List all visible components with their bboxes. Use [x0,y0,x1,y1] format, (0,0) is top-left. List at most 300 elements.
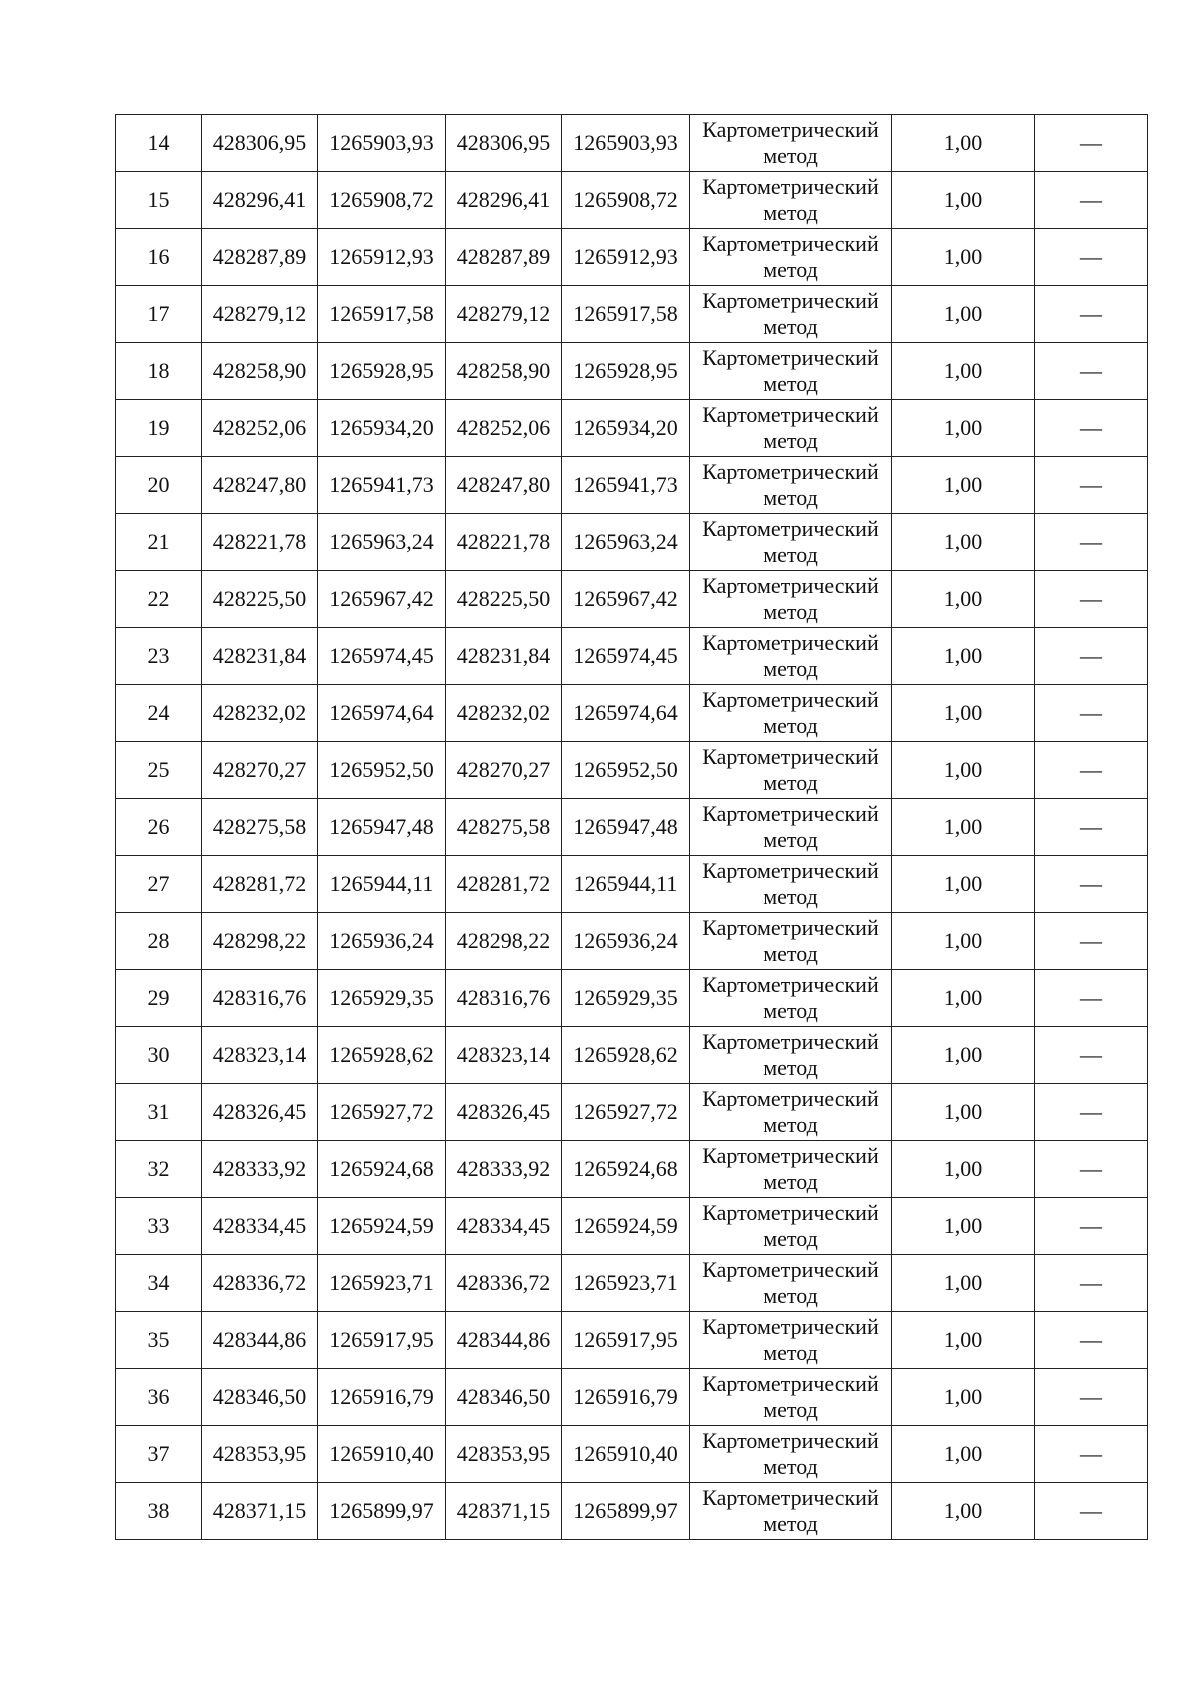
note-cell [1035,1312,1148,1369]
accuracy-value: 1,00 [943,1099,983,1124]
point-number-cell [116,1084,202,1141]
x-new: 428333,92 [456,1156,551,1181]
method-cell [690,799,892,856]
accuracy-value: 1,00 [943,187,983,212]
x-new: 428326,45 [456,1099,551,1124]
x-existing: 428306,95 [212,130,307,155]
point-number-cell [116,1312,202,1369]
x-existing: 428247,80 [212,472,307,497]
x-new-cell [446,1483,562,1540]
y-existing: 1265974,45 [329,643,434,668]
note-cell [1035,343,1148,400]
accuracy-cell [892,856,1035,913]
method-line-1: Картометрический [702,858,879,883]
y-existing: 1265924,68 [329,1156,434,1181]
method-line-1: Картометрический [702,117,879,142]
y-existing-cell [318,514,446,571]
y-existing: 1265916,79 [329,1384,434,1409]
note-cell [1035,1369,1148,1426]
note-dash: — [1080,358,1102,383]
method-line-1: Картометрический [702,915,879,940]
accuracy-value: 1,00 [943,1327,983,1352]
y-new: 1265963,24 [573,529,678,554]
point-number-cell [116,457,202,514]
y-new-cell [562,1426,690,1483]
point-number-cell [116,628,202,685]
method-cell [690,913,892,970]
x-existing: 428221,78 [212,529,307,554]
accuracy-value: 1,00 [943,1441,983,1466]
y-existing-cell [318,685,446,742]
method-cell [690,343,892,400]
x-new-cell [446,457,562,514]
x-new-cell [446,571,562,628]
accuracy-value: 1,00 [943,472,983,497]
note-dash: — [1080,1270,1102,1295]
point-number: 17 [147,301,170,326]
y-existing-cell [318,343,446,400]
method-line-1: Картометрический [702,801,879,826]
method-line-1: Картометрический [702,687,879,712]
y-existing-cell [318,856,446,913]
accuracy-cell [892,115,1035,172]
point-number-cell [116,970,202,1027]
method-cell [690,685,892,742]
method-cell [690,1198,892,1255]
point-number-cell [116,1369,202,1426]
table-row [116,457,1148,514]
accuracy-value: 1,00 [943,871,983,896]
x-new-cell [446,742,562,799]
note-dash: — [1080,187,1102,212]
y-new: 1265916,79 [573,1384,678,1409]
method-line-2: метод [763,1283,818,1308]
x-existing: 428296,41 [212,187,307,212]
point-number-cell [116,115,202,172]
table-body [116,115,1148,1540]
point-number: 36 [147,1384,170,1409]
y-new-cell [562,628,690,685]
y-new-cell [562,1312,690,1369]
method-line-2: метод [763,656,818,681]
point-number: 22 [147,586,170,611]
y-new: 1265928,95 [573,358,678,383]
method-line-1: Картометрический [702,630,879,655]
x-new-cell [446,1198,562,1255]
y-existing-cell [318,1483,446,1540]
x-new: 428231,84 [456,643,551,668]
accuracy-cell [892,400,1035,457]
table-row [116,1369,1148,1426]
accuracy-cell [892,571,1035,628]
note-dash: — [1080,985,1102,1010]
x-existing: 428334,45 [212,1213,307,1238]
y-new-cell [562,571,690,628]
note-cell [1035,913,1148,970]
x-new: 428323,14 [456,1042,551,1067]
accuracy-cell [892,913,1035,970]
point-number-cell [116,1027,202,1084]
point-number-cell [116,286,202,343]
y-existing-cell [318,970,446,1027]
y-new: 1265934,20 [573,415,678,440]
accuracy-value: 1,00 [943,529,983,554]
note-dash: — [1080,586,1102,611]
method-line-2: метод [763,884,818,909]
x-existing-cell [202,1312,318,1369]
x-existing: 428252,06 [212,415,307,440]
y-new: 1265936,24 [573,928,678,953]
point-number-cell [116,343,202,400]
y-new: 1265908,72 [573,187,678,212]
y-new: 1265967,42 [573,586,678,611]
note-cell [1035,1027,1148,1084]
x-new-cell [446,1084,562,1141]
x-existing-cell [202,1483,318,1540]
note-cell [1035,1198,1148,1255]
point-number-cell [116,856,202,913]
x-existing: 428225,50 [212,586,307,611]
accuracy-cell [892,172,1035,229]
y-existing-cell [318,742,446,799]
accuracy-value: 1,00 [943,301,983,326]
note-cell [1035,1483,1148,1540]
y-existing-cell [318,1369,446,1426]
x-existing-cell [202,1426,318,1483]
method-line-2: метод [763,1226,818,1251]
table-row [116,1198,1148,1255]
table-row [116,799,1148,856]
x-new-cell [446,1255,562,1312]
note-dash: — [1080,871,1102,896]
y-new-cell [562,1027,690,1084]
note-cell [1035,115,1148,172]
x-existing: 428346,50 [212,1384,307,1409]
accuracy-cell [892,628,1035,685]
method-line-1: Картометрический [702,231,879,256]
table-row [116,1483,1148,1540]
x-new: 428371,15 [456,1498,551,1523]
point-number: 24 [147,700,170,725]
table-row [116,343,1148,400]
note-dash: — [1080,643,1102,668]
point-number: 37 [147,1441,170,1466]
accuracy-cell [892,970,1035,1027]
x-existing-cell [202,970,318,1027]
point-number: 20 [147,472,170,497]
method-line-2: метод [763,1340,818,1365]
y-new: 1265952,50 [573,757,678,782]
x-existing: 428323,14 [212,1042,307,1067]
method-line-2: метод [763,1169,818,1194]
y-existing-cell [318,1027,446,1084]
method-cell [690,1255,892,1312]
x-existing: 428333,92 [212,1156,307,1181]
y-existing: 1265936,24 [329,928,434,953]
x-new-cell [446,514,562,571]
x-new: 428221,78 [456,529,551,554]
coordinates-table [115,114,1148,1540]
x-existing: 428270,27 [212,757,307,782]
point-number: 29 [147,985,170,1010]
note-dash: — [1080,700,1102,725]
method-cell [690,1312,892,1369]
point-number: 19 [147,415,170,440]
x-existing-cell [202,400,318,457]
accuracy-value: 1,00 [943,985,983,1010]
method-line-2: метод [763,1397,818,1422]
table-row [116,1084,1148,1141]
x-new: 428275,58 [456,814,551,839]
point-number: 23 [147,643,170,668]
method-line-2: метод [763,998,818,1023]
point-number: 31 [147,1099,170,1124]
point-number: 18 [147,358,170,383]
y-existing-cell [318,1312,446,1369]
y-existing: 1265928,95 [329,358,434,383]
y-existing: 1265944,11 [329,871,434,896]
x-existing-cell [202,514,318,571]
method-line-2: метод [763,314,818,339]
accuracy-cell [892,1198,1035,1255]
y-new-cell [562,286,690,343]
point-number-cell [116,742,202,799]
point-number: 21 [147,529,170,554]
method-line-1: Картометрический [702,1314,879,1339]
note-dash: — [1080,1327,1102,1352]
accuracy-value: 1,00 [943,928,983,953]
method-cell [690,970,892,1027]
method-line-2: метод [763,941,818,966]
y-new-cell [562,685,690,742]
method-line-2: метод [763,143,818,168]
method-cell [690,514,892,571]
note-dash: — [1080,244,1102,269]
x-existing-cell [202,1027,318,1084]
note-dash: — [1080,529,1102,554]
x-existing: 428316,76 [212,985,307,1010]
x-existing-cell [202,1369,318,1426]
method-cell [690,172,892,229]
x-new: 428258,90 [456,358,551,383]
y-new: 1265899,97 [573,1498,678,1523]
method-line-1: Картометрический [702,1086,879,1111]
y-new-cell [562,1141,690,1198]
accuracy-value: 1,00 [943,130,983,155]
x-existing-cell [202,1198,318,1255]
y-existing-cell [318,913,446,970]
accuracy-cell [892,457,1035,514]
table-row [116,229,1148,286]
y-new-cell [562,400,690,457]
y-new: 1265917,95 [573,1327,678,1352]
y-existing-cell [318,172,446,229]
y-existing: 1265947,48 [329,814,434,839]
x-new: 428247,80 [456,472,551,497]
x-existing-cell [202,856,318,913]
y-new-cell [562,1084,690,1141]
y-existing: 1265934,20 [329,415,434,440]
note-cell [1035,400,1148,457]
note-cell [1035,571,1148,628]
accuracy-cell [892,514,1035,571]
method-cell [690,457,892,514]
x-new: 428225,50 [456,586,551,611]
y-existing: 1265924,59 [329,1213,434,1238]
method-line-1: Картометрический [702,1143,879,1168]
point-number-cell [116,400,202,457]
point-number: 27 [147,871,170,896]
table-row [116,628,1148,685]
y-new: 1265941,73 [573,472,678,497]
y-existing-cell [318,1198,446,1255]
point-number: 25 [147,757,170,782]
method-line-1: Картометрический [702,1029,879,1054]
y-existing: 1265974,64 [329,700,434,725]
method-line-2: метод [763,1112,818,1137]
x-existing: 428275,58 [212,814,307,839]
x-existing-cell [202,286,318,343]
y-existing-cell [318,229,446,286]
y-existing-cell [318,1426,446,1483]
note-cell [1035,172,1148,229]
point-number-cell [116,1255,202,1312]
note-cell [1035,1426,1148,1483]
y-new: 1265974,64 [573,700,678,725]
method-line-1: Картометрический [702,1257,879,1282]
note-dash: — [1080,1099,1102,1124]
method-line-1: Картометрический [702,1200,879,1225]
note-cell [1035,457,1148,514]
table-row [116,685,1148,742]
y-new: 1265927,72 [573,1099,678,1124]
x-existing: 428281,72 [212,871,307,896]
accuracy-value: 1,00 [943,814,983,839]
accuracy-cell [892,1369,1035,1426]
accuracy-cell [892,1312,1035,1369]
table-row [116,115,1148,172]
y-existing: 1265928,62 [329,1042,434,1067]
point-number: 38 [147,1498,170,1523]
accuracy-cell [892,685,1035,742]
x-new: 428296,41 [456,187,551,212]
method-line-2: метод [763,827,818,852]
x-existing-cell [202,1141,318,1198]
y-new: 1265947,48 [573,814,678,839]
x-new-cell [446,1369,562,1426]
y-existing: 1265967,42 [329,586,434,611]
table-row [116,1312,1148,1369]
point-number-cell [116,1141,202,1198]
table-row [116,1255,1148,1312]
accuracy-cell [892,1084,1035,1141]
y-existing-cell [318,1255,446,1312]
accuracy-value: 1,00 [943,700,983,725]
y-existing-cell [318,286,446,343]
x-new: 428336,72 [456,1270,551,1295]
x-existing-cell [202,172,318,229]
y-new: 1265917,58 [573,301,678,326]
x-existing: 428353,95 [212,1441,307,1466]
method-line-1: Картометрический [702,174,879,199]
accuracy-value: 1,00 [943,1270,983,1295]
method-line-1: Картометрический [702,516,879,541]
x-new: 428334,45 [456,1213,551,1238]
method-cell [690,1483,892,1540]
method-line-2: метод [763,1511,818,1536]
point-number: 30 [147,1042,170,1067]
note-dash: — [1080,1498,1102,1523]
y-new-cell [562,913,690,970]
y-new: 1265928,62 [573,1042,678,1067]
x-new-cell [446,799,562,856]
x-new: 428270,27 [456,757,551,782]
y-existing-cell [318,571,446,628]
accuracy-value: 1,00 [943,1384,983,1409]
x-new: 428353,95 [456,1441,551,1466]
x-new: 428316,76 [456,985,551,1010]
x-new-cell [446,970,562,1027]
point-number: 15 [147,187,170,212]
y-new: 1265929,35 [573,985,678,1010]
x-existing-cell [202,343,318,400]
accuracy-cell [892,286,1035,343]
accuracy-cell [892,1255,1035,1312]
method-line-2: метод [763,200,818,225]
note-dash: — [1080,814,1102,839]
x-existing-cell [202,229,318,286]
note-dash: — [1080,757,1102,782]
note-cell [1035,685,1148,742]
x-new-cell [446,628,562,685]
point-number: 14 [147,130,170,155]
x-existing-cell [202,457,318,514]
note-cell [1035,1255,1148,1312]
point-number-cell [116,1198,202,1255]
y-existing: 1265899,97 [329,1498,434,1523]
table-row [116,172,1148,229]
x-new-cell [446,685,562,742]
note-dash: — [1080,1384,1102,1409]
x-new-cell [446,1027,562,1084]
method-cell [690,571,892,628]
note-dash: — [1080,415,1102,440]
note-dash: — [1080,1042,1102,1067]
x-existing-cell [202,1255,318,1312]
y-existing: 1265952,50 [329,757,434,782]
point-number: 32 [147,1156,170,1181]
accuracy-cell [892,742,1035,799]
x-new: 428252,06 [456,415,551,440]
note-cell [1035,1084,1148,1141]
y-new: 1265944,11 [573,871,678,896]
note-dash: — [1080,301,1102,326]
note-dash: — [1080,1441,1102,1466]
point-number: 28 [147,928,170,953]
table-row [116,1027,1148,1084]
x-new-cell [446,1141,562,1198]
accuracy-value: 1,00 [943,1042,983,1067]
x-new: 428287,89 [456,244,551,269]
y-new: 1265924,68 [573,1156,678,1181]
accuracy-cell [892,1027,1035,1084]
x-new-cell [446,115,562,172]
method-line-2: метод [763,713,818,738]
x-existing-cell [202,799,318,856]
accuracy-cell [892,799,1035,856]
x-existing: 428336,72 [212,1270,307,1295]
x-existing-cell [202,685,318,742]
